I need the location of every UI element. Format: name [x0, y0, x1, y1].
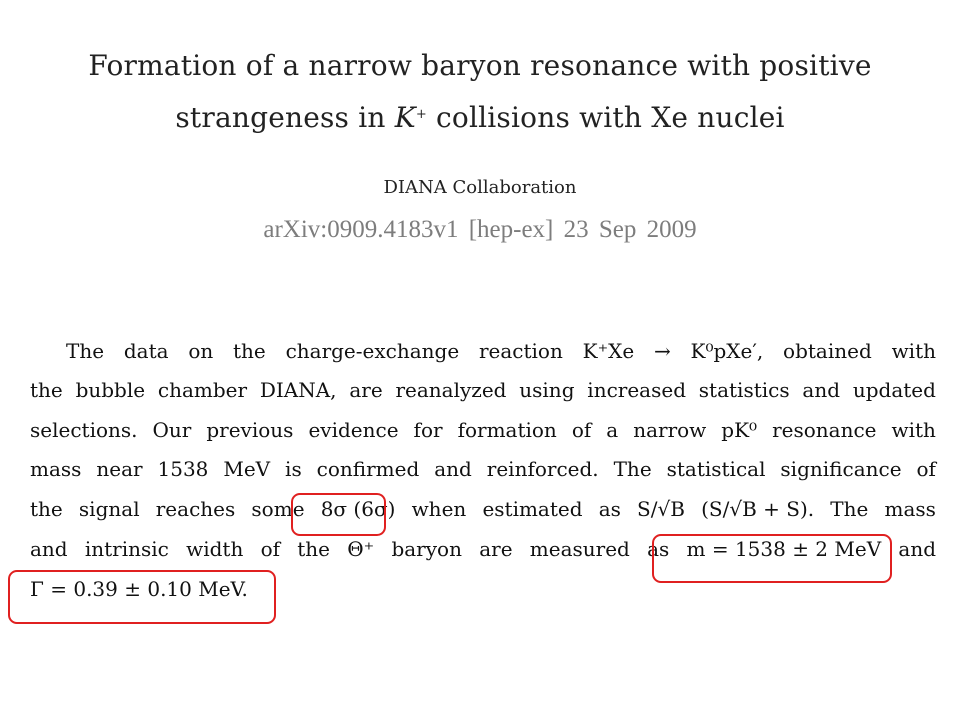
abstract-word: confirmed	[316, 457, 420, 481]
abstract-word: (S/√B + S).	[701, 497, 815, 521]
abstract-word: significance	[780, 457, 902, 481]
abstract-word: the	[30, 497, 63, 521]
abstract-word: resonance	[772, 418, 877, 442]
collaboration-name: DIANA Collaboration	[383, 177, 577, 198]
abstract-word: narrow	[633, 418, 707, 442]
abstract-word: some	[251, 497, 305, 521]
abstract-word: near	[96, 457, 143, 481]
abstract-word: →	[653, 339, 671, 363]
abstract-word: updated	[852, 378, 936, 402]
abstract-line-1	[66, 339, 936, 367]
abstract-word: estimated	[482, 497, 583, 521]
abstract-word: MeV	[223, 457, 271, 481]
paper-title-line-2	[0, 101, 960, 134]
abstract-word: and	[802, 378, 841, 402]
abstract-line-4	[30, 457, 936, 485]
abstract-word: on	[188, 339, 214, 363]
abstract-word: bubble	[75, 378, 146, 402]
abstract-word: reaction	[478, 339, 563, 363]
abstract-word: signal	[78, 497, 140, 521]
abstract-word: baryon	[391, 537, 462, 561]
abstract-word: reinforced.	[486, 457, 599, 481]
abstract-word: as	[647, 537, 670, 561]
abstract-word: with	[891, 418, 936, 442]
abstract-word: and	[30, 537, 68, 561]
abstract-word: formation	[457, 418, 557, 442]
abstract-word: 8σ (6σ)	[320, 497, 396, 521]
abstract-word: of	[571, 418, 592, 442]
abstract-word: Θ⁺	[347, 537, 375, 561]
abstract-word: statistics	[698, 378, 790, 402]
title-text-b: collisions with Xe nuclei	[426, 101, 785, 134]
abstract-word: Our	[152, 418, 192, 442]
abstract-word: is	[285, 457, 302, 481]
abstract-word: The	[66, 339, 105, 363]
abstract-word: of	[916, 457, 936, 481]
abstract-word: DIANA,	[259, 378, 337, 402]
abstract-word: are	[349, 378, 383, 402]
arxiv-stamp: arXiv:0909.4183v1 [hep-ex] 23 Sep 2009	[263, 216, 697, 243]
abstract-word: chamber	[157, 378, 248, 402]
abstract-word: for	[413, 418, 443, 442]
abstract-word: and	[898, 537, 936, 561]
abstract-word: mass	[884, 497, 936, 521]
abstract-word: when	[411, 497, 467, 521]
abstract-word: K⁺Xe	[582, 339, 635, 363]
abstract-word: data	[123, 339, 169, 363]
abstract-word: K⁰pXe′,	[690, 339, 764, 363]
title-text-a: strangeness in	[175, 101, 395, 134]
abstract-word: The	[613, 457, 652, 481]
highlight-box-significance	[291, 493, 386, 536]
abstract-word: pK⁰	[721, 418, 758, 442]
abstract-word: statistical	[666, 457, 766, 481]
abstract-word: 1538	[157, 457, 209, 481]
abstract-word: a	[606, 418, 619, 442]
paper-title-line-1: Formation of a narrow baryon resonance with positive	[88, 49, 872, 82]
abstract-word: measured	[529, 537, 630, 561]
abstract-word: increased	[587, 378, 686, 402]
abstract-word: the	[297, 537, 331, 561]
title-math-k: K	[394, 101, 416, 134]
abstract-word: with	[891, 339, 936, 363]
abstract-word: as	[598, 497, 621, 521]
abstract-word: using	[519, 378, 575, 402]
abstract-line-3	[30, 418, 936, 446]
abstract-word: S/√B	[637, 497, 685, 521]
abstract-word: the	[30, 378, 63, 402]
abstract-word: of	[260, 537, 281, 561]
abstract-word: previous	[206, 418, 294, 442]
abstract-word: The	[830, 497, 869, 521]
abstract-word: evidence	[308, 418, 399, 442]
highlight-box-mass	[652, 534, 892, 583]
abstract-word: intrinsic	[84, 537, 169, 561]
abstract-word: m = 1538 ± 2 MeV	[686, 537, 882, 561]
abstract-word: reanalyzed	[395, 378, 507, 402]
highlight-box-width	[8, 570, 276, 624]
abstract-line-5	[30, 497, 936, 525]
abstract-word: Γ = 0.39 ± 0.10 MeV.	[30, 577, 248, 601]
abstract-word: are	[479, 537, 513, 561]
abstract-word: obtained	[783, 339, 872, 363]
abstract-word: reaches	[155, 497, 236, 521]
title-math-sup: +	[415, 107, 427, 122]
abstract-word: the	[233, 339, 266, 363]
abstract-word: and	[434, 457, 472, 481]
abstract-word: width	[186, 537, 244, 561]
abstract-word: mass	[30, 457, 82, 481]
abstract-word: charge-exchange	[285, 339, 460, 363]
abstract-line-2	[30, 378, 936, 406]
abstract-word: selections.	[30, 418, 138, 442]
